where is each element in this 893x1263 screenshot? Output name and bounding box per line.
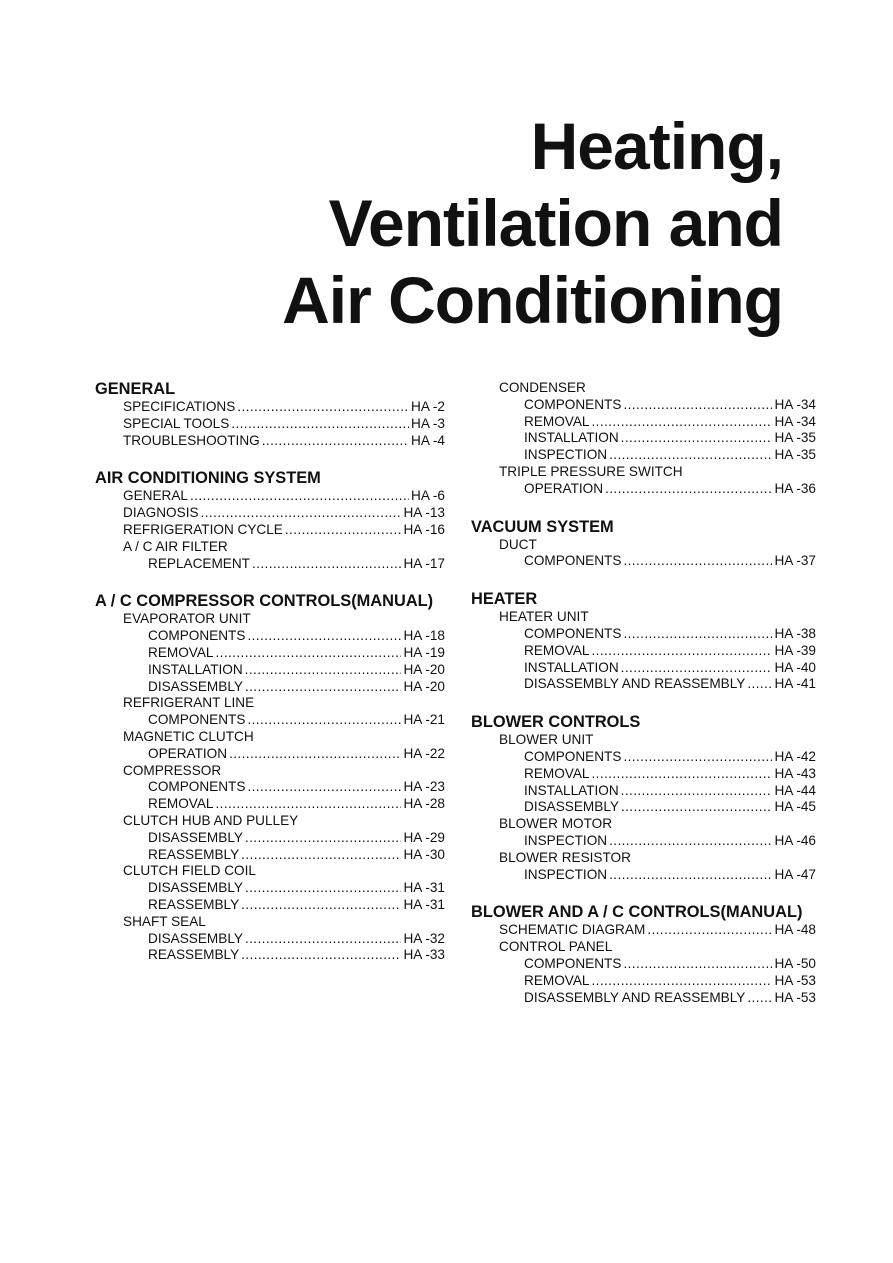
- entry-page-number: HA -36: [774, 480, 816, 496]
- entry-page-number: HA -23: [403, 779, 445, 795]
- dot-leader: [621, 660, 773, 677]
- dot-leader: [623, 397, 772, 414]
- dot-leader: [237, 399, 409, 416]
- entry-label: REFRIGERANT LINE: [123, 695, 255, 711]
- toc-entry: [95, 695, 445, 712]
- entry-label: INSPECTION: [524, 866, 608, 882]
- toc-section: [471, 590, 816, 693]
- dot-leader: [591, 414, 772, 431]
- dot-leader: [252, 556, 401, 573]
- toc-entry: [95, 779, 445, 796]
- dot-leader: [609, 833, 772, 850]
- entry-label: SPECIAL TOOLS: [123, 415, 230, 431]
- page-title: [282, 108, 783, 339]
- entry-page-number: HA -39: [774, 642, 816, 658]
- entry-label: REMOVAL: [524, 642, 590, 658]
- toc-entry: [471, 430, 816, 447]
- entry-label: OPERATION: [524, 480, 604, 496]
- entry-label: REASSEMBLY: [148, 947, 240, 963]
- title-line-2: Ventilation and: [328, 186, 783, 260]
- entry-label: DISASSEMBLY AND REASSEMBLY: [524, 676, 746, 692]
- entry-label: INSTALLATION: [524, 782, 619, 798]
- toc-entry: [95, 416, 445, 433]
- toc-entry: [95, 897, 445, 914]
- toc-entry: [471, 626, 816, 643]
- title-line-3: Air Conditioning: [282, 263, 783, 337]
- entry-page-number: HA -37: [774, 553, 816, 569]
- toc-entry: [471, 766, 816, 783]
- entry-page-number: HA -43: [774, 765, 816, 781]
- dot-leader: [245, 662, 402, 679]
- toc-section: [95, 592, 445, 964]
- entry-label: MAGNETIC CLUTCH: [123, 728, 254, 744]
- dot-leader: [747, 676, 772, 693]
- entry-label: COMPONENTS: [524, 396, 622, 412]
- toc-entry: [471, 553, 816, 570]
- toc-entry: [471, 609, 816, 626]
- toc-entry: [95, 645, 445, 662]
- entry-page-number: HA -31: [403, 880, 445, 896]
- entry-label: COMPONENTS: [524, 553, 622, 569]
- toc-entry: [95, 729, 445, 746]
- toc-entry: [471, 537, 816, 554]
- dot-leader: [245, 830, 402, 847]
- toc-entry: [95, 433, 445, 450]
- entry-page-number: HA -53: [774, 989, 816, 1005]
- dot-leader: [245, 931, 402, 948]
- entry-label: DISASSEMBLY: [148, 678, 243, 694]
- dot-leader: [605, 481, 772, 498]
- entry-label: CONTROL PANEL: [499, 939, 613, 955]
- dot-leader: [229, 746, 401, 763]
- toc-entry: [471, 414, 816, 431]
- toc-entry: [471, 833, 816, 850]
- entry-page-number: HA -13: [403, 505, 445, 521]
- entry-label: OPERATION: [148, 745, 228, 761]
- dot-leader: [609, 867, 772, 884]
- entry-label: DIAGNOSIS: [123, 505, 199, 521]
- entry-page-number: HA -17: [403, 555, 445, 571]
- entry-label: COMPONENTS: [148, 628, 246, 644]
- entry-label: GENERAL: [123, 488, 188, 504]
- section-title: BLOWER CONTROLS: [471, 713, 641, 732]
- entry-label: SCHEMATIC DIAGRAM: [499, 922, 646, 938]
- toc-entry: [95, 522, 445, 539]
- toc-entry: [471, 922, 816, 939]
- entry-label: REMOVAL: [148, 796, 214, 812]
- section-title: BLOWER AND A / C CONTROLS(MANUAL): [471, 903, 803, 922]
- toc-entry: [471, 380, 816, 397]
- toc-entry: [95, 914, 445, 931]
- toc-entry: [95, 679, 445, 696]
- toc-entry: [95, 488, 445, 505]
- entry-label: BLOWER UNIT: [499, 732, 594, 748]
- entry-label: COMPONENTS: [148, 712, 246, 728]
- toc-entry: [95, 813, 445, 830]
- toc-entry: [95, 746, 445, 763]
- toc-entry: [471, 481, 816, 498]
- dot-leader: [241, 897, 401, 914]
- toc-entry: [471, 956, 816, 973]
- dot-leader: [285, 522, 402, 539]
- entry-label: TROUBLESHOOTING: [123, 432, 260, 448]
- entry-label: REMOVAL: [524, 765, 590, 781]
- toc-entry: [95, 763, 445, 780]
- entry-page-number: HA -33: [403, 947, 445, 963]
- entry-label: INSPECTION: [524, 447, 608, 463]
- toc-entry: [95, 847, 445, 864]
- entry-label: CLUTCH FIELD COIL: [123, 863, 256, 879]
- toc-entry: [95, 796, 445, 813]
- entry-page-number: HA -35: [774, 447, 816, 463]
- toc-entry: [95, 628, 445, 645]
- entry-page-number: HA -21: [403, 712, 445, 728]
- section-title: AIR CONDITIONING SYSTEM: [95, 469, 321, 488]
- toc-entry: [471, 973, 816, 990]
- toc-entry: [471, 990, 816, 1007]
- dot-leader: [245, 880, 402, 897]
- dot-leader: [621, 799, 773, 816]
- entry-page-number: HA -29: [403, 829, 445, 845]
- toc-entry: [471, 816, 816, 833]
- entry-label: SPECIFICATIONS: [123, 399, 236, 414]
- entry-page-number: HA -35: [774, 430, 816, 446]
- dot-leader: [247, 628, 401, 645]
- toc-entry: [95, 505, 445, 522]
- entry-label: CLUTCH HUB AND PULLEY: [123, 812, 299, 828]
- dot-leader: [623, 749, 772, 766]
- toc-entry: [471, 676, 816, 693]
- entry-label: HEATER UNIT: [499, 609, 589, 625]
- dot-leader: [623, 626, 772, 643]
- entry-page-number: HA -53: [774, 972, 816, 988]
- dot-leader: [747, 990, 772, 1007]
- entry-label: DISASSEMBLY: [148, 829, 243, 845]
- toc-entry: [471, 464, 816, 481]
- entry-label: COMPONENTS: [148, 779, 246, 795]
- entry-page-number: HA -47: [774, 866, 816, 882]
- toc-entry: [471, 397, 816, 414]
- entry-label: DUCT: [499, 536, 537, 552]
- dot-leader: [245, 679, 402, 696]
- entry-page-number: HA -41: [774, 676, 816, 692]
- toc-column-left: [95, 380, 445, 984]
- dot-leader: [621, 430, 773, 447]
- toc-entry: [471, 939, 816, 956]
- entry-page-number: HA -16: [403, 521, 445, 537]
- dot-leader: [190, 488, 409, 505]
- entry-page-number: HA -4: [411, 432, 445, 448]
- toc-entry: [471, 643, 816, 660]
- entry-page-number: HA -45: [774, 799, 816, 815]
- entry-page-number: HA -2: [411, 399, 445, 414]
- toc-section: [471, 518, 816, 571]
- entry-label: INSTALLATION: [524, 659, 619, 675]
- dot-leader: [591, 973, 772, 990]
- toc-entry: [95, 880, 445, 897]
- toc-section: [95, 380, 445, 449]
- entry-label: REASSEMBLY: [148, 896, 240, 912]
- entry-label: INSTALLATION: [524, 430, 619, 446]
- entry-label: INSTALLATION: [148, 661, 243, 677]
- entry-label: REMOVAL: [524, 413, 590, 429]
- entry-page-number: HA -19: [403, 644, 445, 660]
- toc-entry: [95, 712, 445, 729]
- entry-page-number: HA -32: [403, 930, 445, 946]
- toc-entry: [471, 850, 816, 867]
- section-title: GENERAL: [95, 380, 176, 398]
- toc-entry: [471, 660, 816, 677]
- dot-leader: [215, 796, 401, 813]
- dot-leader: [247, 712, 401, 729]
- entry-label: COMPONENTS: [524, 625, 622, 641]
- entry-page-number: HA -31: [403, 896, 445, 912]
- dot-leader: [247, 779, 401, 796]
- entry-page-number: HA -50: [774, 955, 816, 971]
- title-line-1: Heating,: [530, 109, 783, 183]
- toc-section: [95, 469, 445, 572]
- dot-leader: [623, 956, 772, 973]
- entry-page-number: HA -40: [774, 659, 816, 675]
- dot-leader: [591, 766, 772, 783]
- toc-entry: [95, 947, 445, 964]
- toc-section: [471, 713, 816, 883]
- entry-page-number: HA -48: [774, 922, 816, 938]
- entry-label: SHAFT SEAL: [123, 913, 206, 929]
- entry-label: COMPONENTS: [524, 748, 622, 764]
- section-title: A / C COMPRESSOR CONTROLS(MANUAL): [95, 592, 434, 611]
- section-title: VACUUM SYSTEM: [471, 517, 614, 536]
- dot-leader: [262, 433, 409, 450]
- entry-page-number: HA -6: [411, 488, 445, 504]
- dot-leader: [241, 847, 401, 864]
- toc-entry: [471, 732, 816, 749]
- toc-entry: [95, 863, 445, 880]
- entry-page-number: HA -18: [403, 628, 445, 644]
- entry-page-number: HA -34: [774, 396, 816, 412]
- entry-page-number: HA -30: [403, 846, 445, 862]
- toc-entry: [95, 539, 445, 556]
- dot-leader: [609, 447, 772, 464]
- entry-label: A / C AIR FILTER: [123, 538, 228, 554]
- entry-label: REFRIGERATION CYCLE: [123, 521, 283, 537]
- entry-page-number: HA -28: [403, 796, 445, 812]
- entry-page-number: HA -38: [774, 625, 816, 641]
- entry-label: REPLACEMENT: [148, 555, 250, 571]
- dot-leader: [215, 645, 401, 662]
- entry-label: CONDENSER: [499, 380, 586, 395]
- entry-label: INSPECTION: [524, 832, 608, 848]
- entry-page-number: HA -46: [774, 832, 816, 848]
- dot-leader: [623, 553, 772, 570]
- entry-page-number: HA -42: [774, 748, 816, 764]
- dot-leader: [591, 643, 772, 660]
- dot-leader: [621, 783, 773, 800]
- entry-label: COMPRESSOR: [123, 762, 222, 778]
- toc-entry: [471, 749, 816, 766]
- toc-entry: [471, 867, 816, 884]
- entry-label: BLOWER RESISTOR: [499, 849, 631, 865]
- entry-label: BLOWER MOTOR: [499, 816, 613, 832]
- entry-label: REMOVAL: [148, 644, 214, 660]
- dot-leader: [201, 505, 402, 522]
- entry-label: TRIPLE PRESSURE SWITCH: [499, 463, 683, 479]
- toc-entry: [95, 662, 445, 679]
- entry-label: REASSEMBLY: [148, 846, 240, 862]
- dot-leader: [647, 922, 772, 939]
- toc-entry: [471, 783, 816, 800]
- toc-column-right: [471, 380, 816, 1026]
- toc-entry: [471, 447, 816, 464]
- entry-page-number: HA -20: [403, 678, 445, 694]
- entry-label: DISASSEMBLY: [148, 880, 243, 896]
- entry-label: DISASSEMBLY AND REASSEMBLY: [524, 989, 746, 1005]
- entry-page-number: HA -20: [403, 661, 445, 677]
- toc-entry: [471, 799, 816, 816]
- entry-page-number: HA -34: [774, 413, 816, 429]
- entry-page-number: HA -3: [411, 415, 445, 431]
- toc-entry: [95, 556, 445, 573]
- dot-leader: [231, 416, 409, 433]
- dot-leader: [241, 947, 401, 964]
- entry-label: DISASSEMBLY: [148, 930, 243, 946]
- entry-label: EVAPORATOR UNIT: [123, 611, 251, 627]
- toc-entry: [95, 830, 445, 847]
- entry-label: DISASSEMBLY: [524, 799, 619, 815]
- toc-entry: [95, 399, 445, 416]
- entry-label: REMOVAL: [524, 972, 590, 988]
- entry-page-number: HA -22: [403, 745, 445, 761]
- toc-entry: [95, 611, 445, 628]
- toc-section: [471, 903, 816, 1006]
- entry-label: COMPONENTS: [524, 955, 622, 971]
- section-title: HEATER: [471, 590, 538, 609]
- toc-entry: [95, 931, 445, 948]
- entry-page-number: HA -44: [774, 782, 816, 798]
- toc-section: [471, 380, 816, 498]
